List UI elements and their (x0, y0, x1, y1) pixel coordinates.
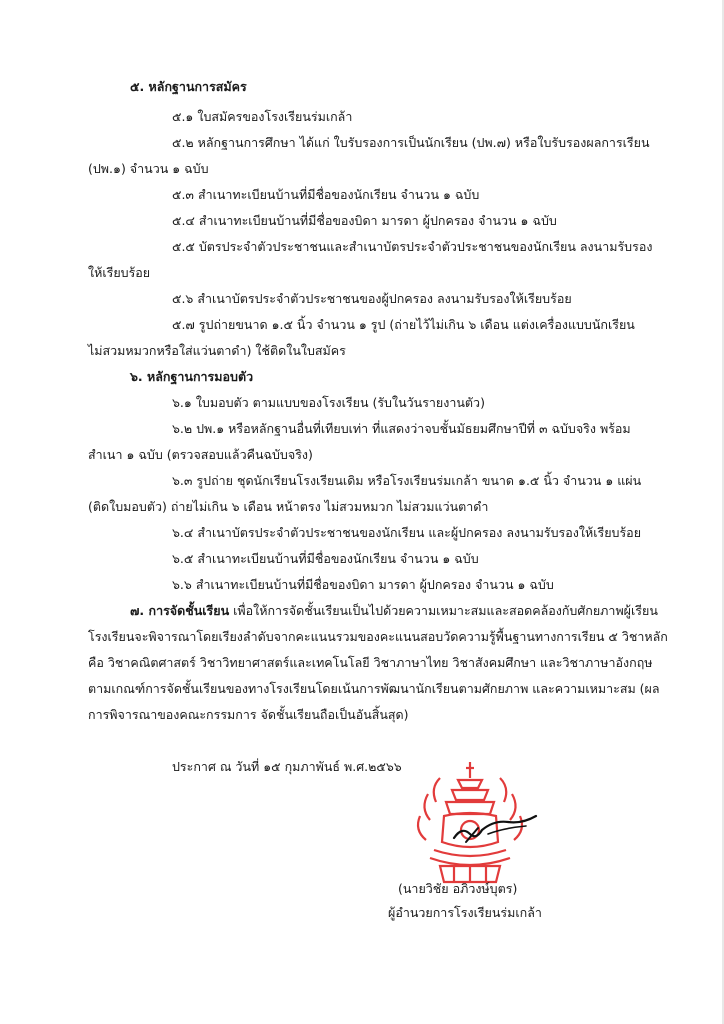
section7-line4: ตามเกณฑ์การจัดชั้นเรียนของทางโรงเรียนโดยเน้นการพัฒนานักเรียนตามศักยภาพ และความเหมาะสม (ผล (88, 681, 660, 696)
section6-item2-line2: สำเนา ๑ ฉบับ (ตรวจสอบแล้วคืนฉบับจริง) (88, 447, 313, 462)
section7-line5: การพิจารณาของคณะกรรมการ จัดชั้นเรียนถือเป็นอันสิ้นสุด) (88, 707, 409, 722)
section5-item7-line2: ไม่สวมหมวกหรือใส่แว่นตาดำ) ใช้ติดในใบสมัคร (88, 343, 346, 358)
section6-item6: ๖.๖ สำเนาทะเบียนบ้านที่มีชื่อของบิดา มารดา ผู้ปกครอง จำนวน ๑ ฉบับ (172, 577, 554, 592)
section5-item5-line1: ๕.๕ บัตรประจำตัวประชาชนและสำเนาบัตรประจำตัวประชาชนของนักเรียน ลงนามรับรอง (172, 239, 653, 254)
signatory-position: ผู้อำนวยการโรงเรียนร่มเกล้า (388, 905, 542, 920)
section6-item3-line1: ๖.๓ รูปถ่าย ชุดนักเรียนโรงเรียนเดิม หรือโรงเรียนร่มเกล้า ขนาด ๑.๕ นิ้ว จำนวน ๑ แผ่น (172, 473, 642, 488)
section7-line1-text: เพื่อให้การจัดชั้นเรียนเป็นไปด้วยความเหมาะสมและสอดคล้องกับศักยภาพผู้เรียน (229, 603, 658, 618)
section7-line1 (130, 602, 658, 620)
section5-item5-line2: ให้เรียบร้อย (88, 265, 151, 280)
section5-item4: ๕.๔ สำเนาทะเบียนบ้านที่มีชื่อของบิดา มารดา ผู้ปกครอง จำนวน ๑ ฉบับ (172, 213, 557, 228)
section6-item5: ๖.๕ สำเนาทะเบียนบ้านที่มีชื่อของนักเรียน จำนวน ๑ ฉบับ (172, 551, 479, 566)
section5-item6: ๕.๖ สำเนาบัตรประจำตัวประชาชนของผู้ปกครอง ลงนามรับรองให้เรียบร้อย (172, 291, 572, 306)
section7-line3: คือ วิชาคณิตศาสตร์ วิชาวิทยาศาสตร์และเทคโนโลยี วิชาภาษาไทย วิชาสังคมศึกษา และวิชาภาษาอังกฤษ (88, 655, 653, 670)
announcement-date: ประกาศ ณ วันที่ ๑๕ กุมภาพันธ์ พ.ศ.๒๕๖๖ (172, 759, 402, 774)
section6-item2-line1: ๖.๒ ปพ.๑ หรือหลักฐานอื่นที่เทียบเท่า ที่แสดงว่าจบชั้นมัธยมศึกษาปีที่ ๓ ฉบับจริง พร้อม (172, 421, 631, 436)
section6-heading: ๖. หลักฐานการมอบตัว (130, 369, 254, 384)
section6-item4: ๖.๔ สำเนาบัตรประจำตัวประชาชนของนักเรียน และผู้ปกครอง ลงนามรับรองให้เรียบร้อย (172, 525, 642, 540)
section5-heading: ๕. หลักฐานการสมัคร (130, 79, 247, 94)
section5-item2-line2: (ปพ.๑) จำนวน ๑ ฉบับ (88, 161, 209, 176)
section6-item1: ๖.๑ ใบมอบตัว ตามแบบของโรงเรียน (รับในวันรายงานตัว) (172, 395, 485, 410)
section5-item3: ๕.๓ สำเนาทะเบียนบ้านที่มีชื่อของนักเรียน จำนวน ๑ ฉบับ (172, 187, 480, 202)
section5-item1: ๕.๑ ใบสมัครของโรงเรียนร่มเกล้า (172, 109, 353, 124)
section7-line2: โรงเรียนจะพิจารณาโดยเรียงลำดับจากคะแนนรวมของคะแนนสอบวัดความรู้พื้นฐานทางการเรียน ๕ วิชาหลัก (88, 629, 668, 644)
signatory-name: (นายวิชัย อภิวงษ์บุตร) (398, 881, 518, 896)
section7-heading: ๗. การจัดชั้นเรียน (130, 603, 230, 618)
section5-item7-line1: ๕.๗ รูปถ่ายขนาด ๑.๕ นิ้ว จำนวน ๑ รูป (ถ่ายไว้ไม่เกิน ๖ เดือน แต่งเครื่องแบบนักเรียน (172, 317, 635, 332)
section6-item3-line2: (ติดใบมอบตัว) ถ่ายไม่เกิน ๖ เดือน หน้าตรง ไม่สวมหมวก ไม่สวมแว่นตาดำ (88, 499, 489, 514)
section5-item2-line1: ๕.๒ หลักฐานการศึกษา ได้แก่ ใบรับรองการเป็นนักเรียน (ปพ.๗) หรือใบรับรองผลการเรียน (172, 135, 650, 150)
handwritten-signature (448, 808, 544, 848)
